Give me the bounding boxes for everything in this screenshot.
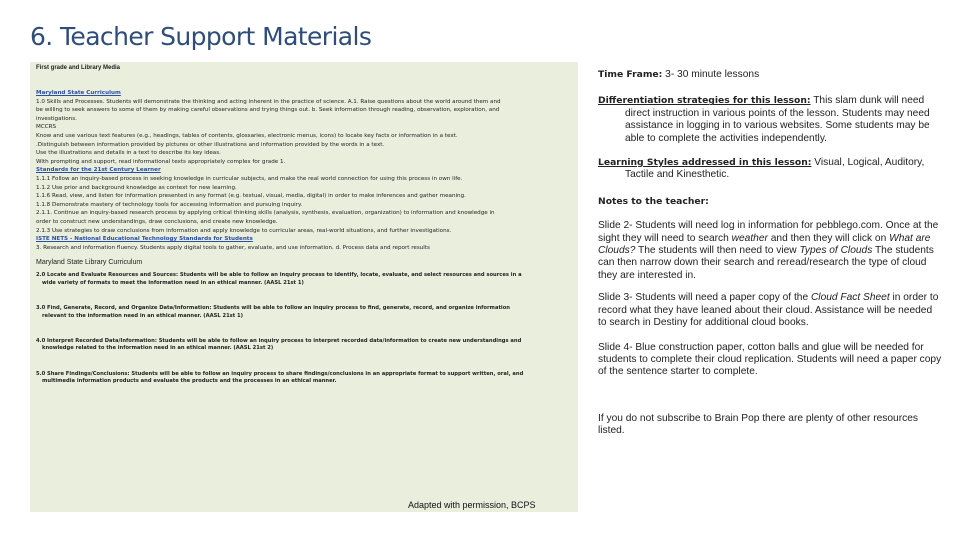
slide2-text-c: The students will then need to view — [635, 245, 800, 257]
standards-line: investigations. — [36, 115, 77, 122]
slide-title: 6. Teacher Support Materials — [30, 22, 372, 51]
standards-line: 3. Research and information fluency. Students apply digital tools to gather, evaluate, and use information. d. Process data and report results — [36, 244, 430, 251]
slide2-clouds: What are Clouds? — [598, 232, 931, 257]
standards-line: Use the illustrations and details in a text to describe its key ideas. — [36, 150, 221, 157]
teacher-notes-column — [598, 64, 943, 438]
standards-line: With prompting and support, read informational texts appropriately complex for grade 1. — [36, 158, 286, 165]
learning-styles-text-rest: Tactile and Kinesthetic. — [625, 169, 730, 181]
credit-line: Adapted with permission, BCPS — [408, 500, 536, 510]
standards-line: 1.0 Skills and Processes. Students will demonstrate the thinking and acting inherent in the practice of science. A.1. Raise questions about the world around them and — [36, 98, 501, 105]
standards-line: 1.1.2 Use prior and background knowledge as context for new learning. — [36, 184, 237, 191]
slide2-text-a: Slide 2- Students will need log in information for pebblego.com. Once at the sight they will need to search — [598, 220, 939, 244]
standards-line: order to construct new understandings, draw conclusions, and create new knowledge. — [36, 218, 278, 225]
standards-heading: Standards for the 21st Century Learner — [36, 167, 161, 174]
standards-line: be willing to seek answers to some of them by making careful observations and trying things out. b. Seek information through reading, observation, exploration, and — [36, 107, 500, 114]
slide2-text-d: The students can then narrow down their search and reread/research the type of cloud they are interested in. — [598, 245, 934, 281]
slide2-weather: weather — [731, 232, 768, 244]
slide2-note — [598, 220, 943, 282]
notes-heading — [598, 196, 943, 208]
library-standard-line2: wide variety of formats to meet the information need in an ethical manner. (AASL 21st 1) — [42, 279, 304, 286]
learning-styles-text-first: Visual, Logical, Auditory, — [811, 157, 925, 169]
library-standards-list — [36, 272, 572, 385]
notes-label: Notes to the teacher: — [598, 195, 709, 207]
time-frame-value: 3- 30 minute lessons — [662, 69, 760, 80]
slide3-sheet: Cloud Fact Sheet — [810, 292, 890, 304]
slide2-types: Types of Clouds — [799, 245, 873, 257]
library-standard — [36, 371, 572, 386]
standards-list — [36, 89, 572, 252]
standards-heading: ISTE NETS - National Educational Technology Standards for Students — [36, 236, 253, 243]
library-standard-line1: 3.0 Find, Generate, Record, and Organize Data/Information: Students will be able to follow an inquiry process to find, generate, record, and organize information — [36, 305, 510, 312]
standards-line: MCCRS — [36, 124, 57, 131]
standards-line: 2.1.1. Continue an inquiry-based research process by applying critical thinking skills (analysis, synthesis, evaluation, organization) to information and knowledge in — [36, 210, 495, 217]
differentiation-text-first: This slam dunk will need — [810, 95, 925, 107]
time-frame — [598, 69, 943, 81]
library-curriculum-heading: Maryland State Library Curriculum — [36, 259, 143, 267]
slide3-note — [598, 292, 943, 329]
library-standard-line2: relevant to the information need in an ethical manner. (AASL 21st 1) — [42, 312, 244, 319]
standards-panel — [30, 62, 578, 512]
library-standard-line2: multimedia information products and evaluate the products and the processes in an ethical manner. — [42, 378, 337, 385]
standards-line: Know and use various text features (e.g., headings, tables of contents, glossaries, electronic menus, icons) to locate key facts or information in a text. — [36, 132, 458, 139]
learning-styles-label: Learning Styles addressed in this lesson: — [598, 157, 812, 169]
library-standard — [36, 305, 572, 320]
standards-line: .Distinguish between information provided by pictures or other illustrations and information provided by the words in a text. — [36, 141, 385, 148]
standards-line: 1.1.1 Follow an inquiry-based process in seeking knowledge in curricular subjects, and make the real world connection for using this process in own life. — [36, 175, 463, 182]
library-standard — [36, 338, 572, 353]
grade-label: First grade and Library Media — [36, 65, 121, 71]
slide2-text-b: and then they will click on — [767, 232, 890, 244]
slide3-text-b: in order to record what they have leaned about their cloud. Assistance will be needed to search in Destiny for additional cloud books. — [598, 292, 939, 329]
learning-styles — [598, 157, 943, 182]
slide4-note: Slide 4- Blue construction paper, cotton balls and glue will be needed for students to complete their cloud replication. Students will need a paper copy of the sentence starter to complete. — [598, 341, 942, 378]
differentiation-label: Differentiation strategies for this lesson: — [598, 95, 811, 107]
library-standard-line2: knowledge related to the information need in an ethical manner. (AASL 21st 2) — [42, 345, 274, 352]
brainpop-note: If you do not subscribe to Brain Pop there are plenty of other resources listed. — [598, 412, 918, 437]
standards-line: 1.1.6 Read, view, and listen for information presented in any format (e.g. textual, visual, media, digital) in order to make inferences and gather meaning. — [36, 193, 466, 200]
library-standard-line1: 2.0 Locate and Evaluate Resources and Sources: Students will be able to follow an inquiry process to identify, locate, evaluate, and select resources and sources in a — [36, 272, 522, 279]
library-standard-line1: 5.0 Share Findings/Conclusions: Students will be able to follow an inquiry process to share findings/conclusions in an appropriate format to support written, oral, and — [36, 370, 524, 377]
library-standard — [36, 272, 572, 287]
time-frame-label: Time Frame: — [598, 69, 663, 80]
library-standard-line1: 4.0 Interpret Recorded Data/Information: Students will be able to follow an inquiry process to interpret recorded data/information to create new understandings and — [36, 337, 522, 344]
differentiation — [598, 95, 943, 145]
standards-line: 2.1.3 Use strategies to draw conclusions from information and apply knowledge to curricular areas, real-world situations, and further investigations. — [36, 227, 452, 234]
differentiation-text-rest: direct instruction in various points of the lesson. Students may need assistance in logging in to various websites. Some students may be able to complete the activities independently. — [625, 107, 930, 144]
slide3-text-a: Slide 3- Students will need a paper copy of the — [598, 292, 811, 304]
standards-heading: Maryland State Curriculum — [36, 90, 121, 96]
standards-line: 1.1.8 Demonstrate mastery of technology tools for accessing information and pursuing inquiry. — [36, 201, 303, 208]
